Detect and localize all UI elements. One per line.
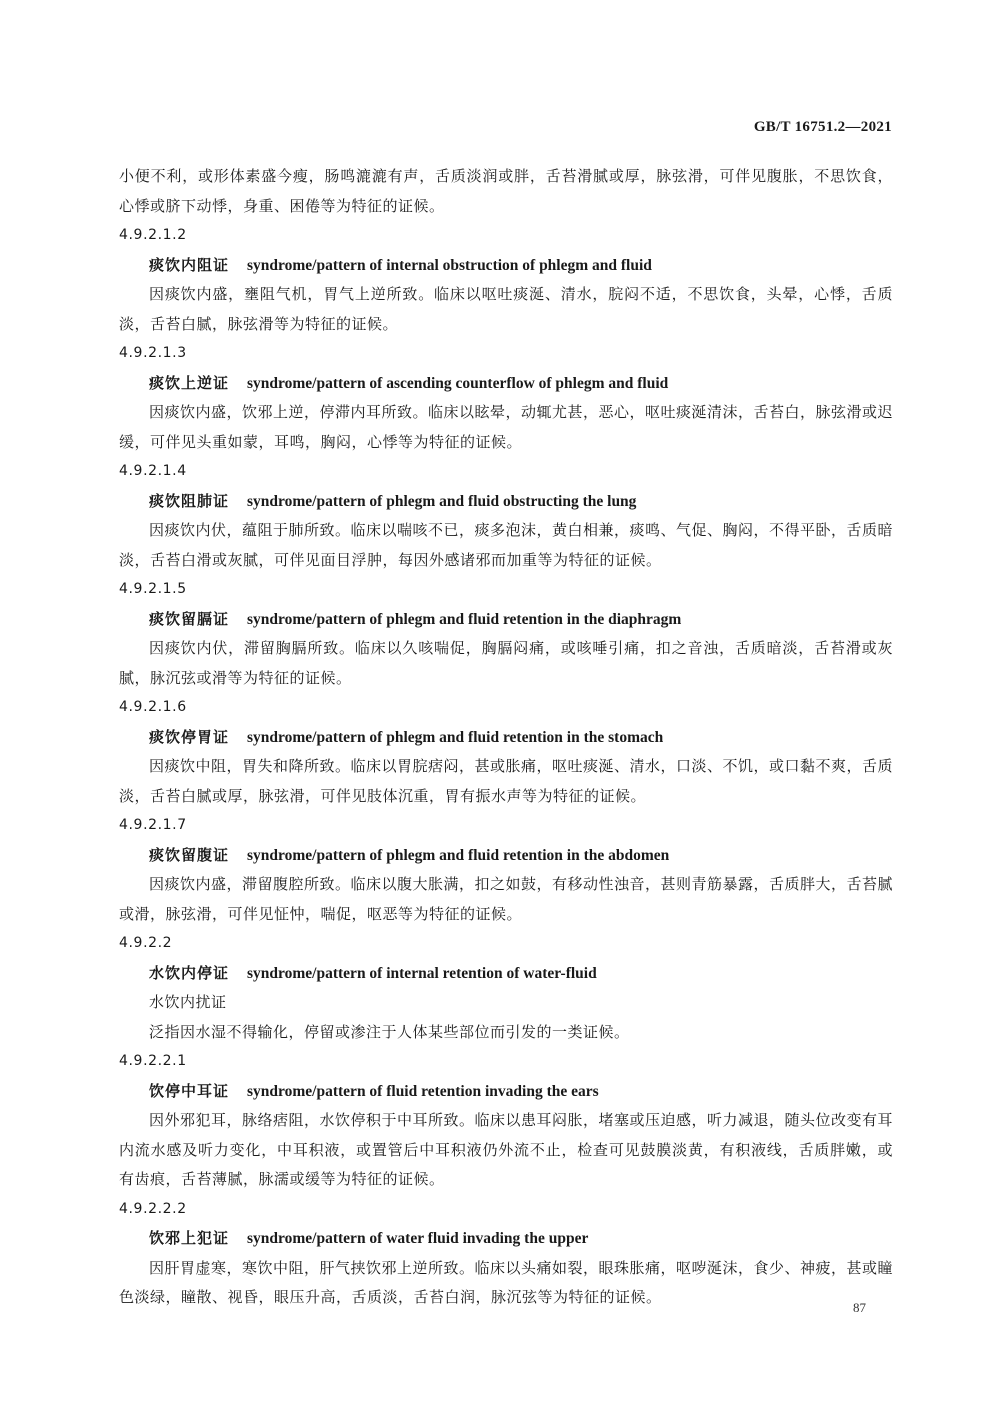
term-heading: [119, 487, 893, 517]
term-heading: [119, 1077, 893, 1107]
term-definition: 泛指因水湿不得输化，停留或渗注于人体某些部位而引发的一类证候。: [149, 1022, 630, 1041]
term-zh: 痰饮留膈证: [149, 609, 230, 628]
clause-number: 4.9.2.1.6: [119, 699, 187, 715]
term-zh: 饮邪上犯证: [149, 1229, 230, 1247]
term-definition: 因痰饮内伏，滞留胸膈所致。临床以久咳喘促，胸膈闷痛，或咳唾引痛，扣之音浊，舌质暗淡，舌苔滑或灰腻，脉沉弦或滑等为特征的证候。: [119, 639, 893, 687]
term-en: syndrome/pattern of phlegm and fluid retention in the abdomen: [247, 846, 670, 864]
term-zh: 饮停中耳证: [149, 1081, 230, 1100]
term-definition: 因痰饮内伏，蕴阻于肺所致。临床以喘咳不已，痰多泡沫，黄白相兼，痰鸣、气促、胸闷，不得平卧，舌质暗淡，舌苔白滑或灰腻，可伴见面目浮肿，每因外感诸邪而加重等为特征的证候。: [119, 521, 894, 569]
term-heading: [119, 605, 893, 635]
term-heading: [119, 841, 893, 871]
term-en: syndrome/pattern of phlegm and fluid retention in the diaphragm: [247, 610, 682, 628]
term-synonym: 水饮内扰证: [149, 993, 227, 1011]
term-zh: 痰饮停胃证: [149, 727, 230, 746]
clause-number: 4.9.2.1.3: [119, 345, 187, 361]
term-en: syndrome/pattern of internal retention of water-fluid: [247, 964, 597, 982]
term-heading: [119, 251, 893, 281]
term-zh: 痰饮上逆证: [149, 373, 230, 392]
term-en: syndrome/pattern of internal obstruction of phlegm and fluid: [247, 256, 652, 274]
term-heading: [119, 369, 893, 399]
standard-number: GB/T 16751.2—2021: [753, 119, 892, 135]
term-heading: [119, 959, 893, 989]
clause-number: 4.9.2.2.1: [119, 1053, 187, 1069]
term-definition: 因痰饮内盛，壅阻气机，胃气上逆所致。临床以呕吐痰涎、清水，脘闷不适，不思饮食，头晕，心悸，舌质淡，舌苔白腻，脉弦滑等为特征的证候。: [119, 285, 893, 333]
term-definition: 因肝胃虚寒，寒饮中阻，肝气挟饮邪上逆所致。临床以头痛如裂，眼珠胀痛，呕哕涎沫，食少、神疲，甚或瞳色淡绿，瞳散、视昏，眼压升高，舌质淡，舌苔白润，脉沉弦等为特征的证候。: [119, 1258, 894, 1306]
term-en: syndrome/pattern of phlegm and fluid obstructing the lung: [247, 492, 637, 510]
paragraph-continued: 小便不利，或形体素盛今瘦，肠鸣漉漉有声，舌质淡润或胖，舌苔滑腻或厚，脉弦滑，可伴见腹胀，不思饮食，心悸或脐下动悸，身重、困倦等为特征的证候。: [119, 167, 893, 215]
term-zh: 水饮内停证: [149, 963, 230, 982]
term-en: syndrome/pattern of water fluid invading the upper: [247, 1230, 589, 1247]
term-definition: 因痰饮内盛，饮邪上逆，停滞内耳所致。临床以眩晕，动辄尤甚，恶心，呕吐痰涎清沫，舌苔白，脉弦滑或迟缓，可伴见头重如蒙，耳鸣，胸闷，心悸等为特征的证候。: [119, 403, 894, 451]
term-heading: [119, 723, 893, 753]
term-definition: 因外邪犯耳，脉络痞阻，水饮停积于中耳所致。临床以患耳闷胀，堵塞或压迫感，听力减退，随头位改变有耳内流水感及听力变化，中耳积液，或置管后中耳积液仍外流不止，检查可见鼓膜淡黄，有积液线，舌质胖嫩，或有齿痕，舌苔薄腻，脉濡或缓等为特征的证候。: [119, 1111, 894, 1188]
term-definition: 因痰饮中阻，胃失和降所致。临床以胃脘痞闷，甚或胀痛，呕吐痰涎、清水，口淡、不饥，或口黏不爽，舌质淡，舌苔白腻或厚，脉弦滑，可伴见肢体沉重，胃有振水声等为特征的证候。: [119, 757, 894, 805]
clause-number: 4.9.2.1.5: [119, 581, 187, 597]
term-zh: 痰饮内阻证: [149, 255, 230, 274]
term-zh: 痰饮阻肺证: [149, 491, 230, 510]
clause-number: 4.9.2.2: [119, 935, 173, 951]
term-zh: 痰饮留腹证: [149, 845, 230, 864]
page-number: 87: [853, 1300, 866, 1315]
term-en: syndrome/pattern of fluid retention invading the ears: [247, 1082, 599, 1100]
term-definition: 因痰饮内盛，滞留腹腔所致。临床以腹大胀满，扣之如鼓，有移动性浊音，甚则青筋暴露，舌质胖大，舌苔腻或滑，脉弦滑，可伴见怔忡，喘促，呕恶等为特征的证候。: [119, 875, 894, 923]
term-en: syndrome/pattern of ascending counterflow of phlegm and fluid: [247, 374, 669, 392]
document-body: [119, 162, 893, 1313]
term-en: syndrome/pattern of phlegm and fluid retention in the stomach: [247, 728, 664, 746]
clause-number: 4.9.2.1.2: [119, 227, 187, 243]
clause-number: 4.9.2.1.4: [119, 463, 187, 479]
term-heading: [119, 1224, 893, 1254]
clause-number: 4.9.2.2.2: [119, 1200, 187, 1217]
clause-number: 4.9.2.1.7: [119, 817, 187, 833]
